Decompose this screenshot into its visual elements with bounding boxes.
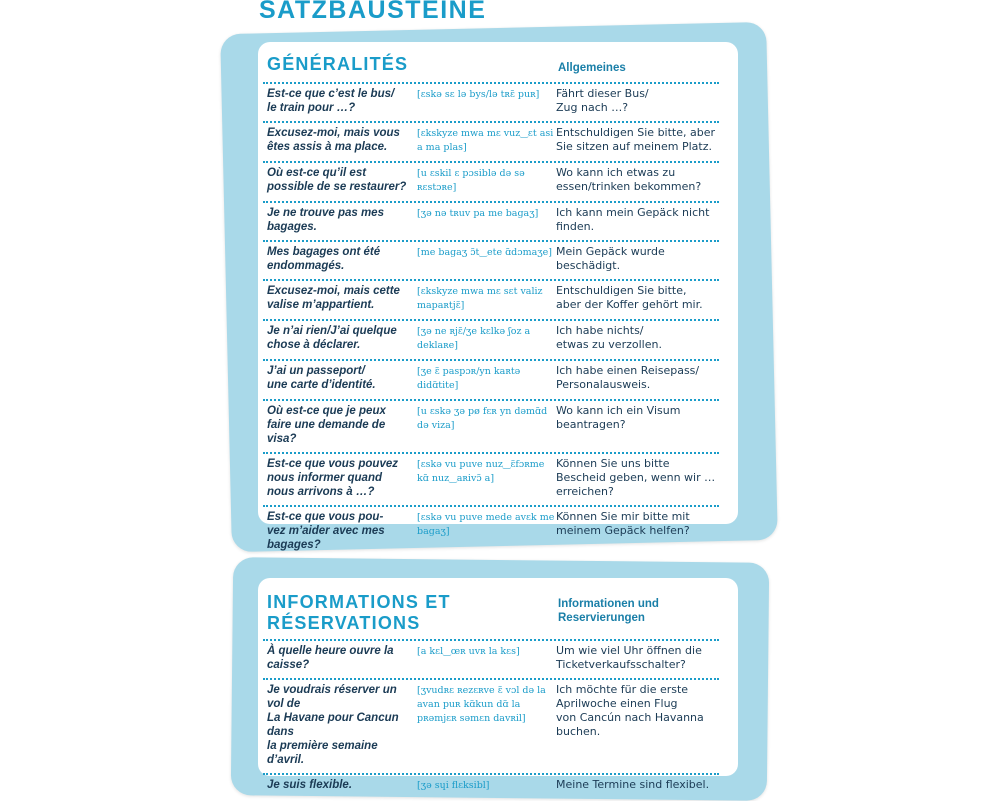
phrase-row [263, 641, 719, 680]
german-translation: Fährt dieser Bus/ Zug nach …? [556, 87, 649, 114]
section-card-generalites [258, 42, 738, 551]
pronunciation: [ɛskə vu puve nuz‿ɛ̃fɔʀme kɑ̃ nuz‿aʀivɔ̃ a] [417, 459, 545, 484]
french-phrase: Excusez-moi, mais vous êtes assis à ma place. [267, 127, 400, 153]
french-phrase: Excusez-moi, mais cette valise m’appartient. [267, 285, 400, 311]
phrase-row [263, 775, 719, 799]
page-title: SATZBAUSTEINE [259, 0, 487, 24]
pronunciation: [me bagaʒ ɔ̃t‿ete ɑ̃dɔmaʒe] [417, 247, 552, 258]
phrase-row [263, 123, 719, 163]
german-translation: Ich kann mein Gepäck nicht finden. [556, 206, 710, 233]
pronunciation: [ʒə sɥi flɛksibl] [417, 780, 490, 791]
german-translation: Wo kann ich ein Visum beantragen? [556, 404, 681, 431]
section-card-informations [258, 578, 738, 791]
pronunciation: [ʒvudʀɛ ʀezɛʀve ɛ̃ vɔl də la avan puʀ kɑ̃kun dɑ̃ la pʀəmjɛʀ səmɛn davʀil] [417, 685, 546, 724]
french-phrase: Est-ce que vous pouvez nous informer quand nous arrivons à …? [267, 458, 399, 498]
phrase-row [263, 203, 719, 242]
german-translation: Entschuldigen Sie bitte, aber Sie sitzen auf meinem Platz. [556, 126, 716, 153]
german-translation: Ich habe einen Reisepass/ Personalausweis. [556, 364, 700, 391]
section-heading-french: INFORMATIONS ET RÉSERVATIONS [267, 592, 451, 633]
phrase-row [263, 401, 719, 454]
pronunciation: [ɛkskyze mwa mɛ sɛt valiz mapaʀtjɛ̃] [417, 286, 543, 311]
pronunciation: [ɛskə sɛ lə bys/lə tʀɛ̃ puʀ] [417, 89, 540, 100]
german-translation: Mein Gepäck wurde beschädigt. [556, 245, 665, 272]
german-translation: Können Sie uns bitte Bescheid geben, wenn wir … erreichen? [556, 457, 716, 498]
pronunciation: [u ɛskə ʒə pø fɛʀ yn dəmɑ̃d də viza] [417, 406, 548, 431]
phrase-row [263, 454, 719, 507]
phrase-row [263, 680, 719, 775]
pronunciation: [ɛkskyze mwa mɛ vuz‿ɛt asi a ma plas] [417, 128, 554, 153]
french-phrase: Mes bagages ont été endommagés. [267, 246, 381, 272]
section-header [263, 42, 719, 84]
pronunciation: [ɛskə vu puve mede avɛk me bagaʒ] [417, 512, 555, 537]
phrase-row [263, 84, 719, 123]
phrase-row [263, 163, 719, 203]
french-phrase: Je n’ai rien/J’ai quelque chose à déclarer. [267, 325, 397, 351]
german-translation: Wo kann ich etwas zu essen/trinken bekommen? [556, 166, 702, 193]
pronunciation: [u ɛskil ɛ pɔsiblə də sə ʀɛstɔʀe] [417, 168, 525, 193]
phrase-list [263, 641, 719, 799]
french-phrase: Est-ce que c’est le bus/ le train pour …? [267, 88, 395, 114]
french-phrase: Est-ce que vous pou- vez m’aider avec mes bagages? [267, 511, 385, 551]
german-translation: Um wie viel Uhr öffnen die Ticketverkaufsschalter? [556, 644, 702, 671]
french-phrase: Je ne trouve pas mes bagages. [267, 207, 384, 233]
french-phrase: À quelle heure ouvre la caisse? [267, 645, 394, 671]
german-translation: Ich möchte für die erste Aprilwoche einen Flug von Cancún nach Havanna buchen. [556, 683, 704, 738]
phrase-row [263, 281, 719, 321]
french-phrase: J’ai un passeport/ une carte d’identité. [267, 365, 376, 391]
german-translation: Können Sie mir bitte mit meinem Gepäck helfen? [556, 510, 690, 537]
pronunciation: [ʒe ɛ̃ paspɔʀ/yn kaʀtə didɑ̃tite] [417, 366, 521, 391]
phrase-list [263, 84, 719, 558]
section-heading-german: Allgemeines [558, 62, 626, 74]
phrase-row [263, 321, 719, 361]
french-phrase: Où est-ce qu’il est possible de se restaurer? [267, 167, 407, 193]
phrase-row [263, 507, 719, 558]
section-heading-french: GÉNÉRALITÉS [267, 54, 409, 74]
phrase-row [263, 361, 719, 401]
pronunciation: [ʒə nə tʀuv pa me bagaʒ] [417, 208, 539, 219]
french-phrase: Je voudrais réserver un vol de La Havane pour Cancun dans la première semaine d’avril. [267, 684, 399, 766]
section-heading-german: Informationen und Reservierungen [558, 598, 659, 624]
german-translation: Meine Termine sind flexibel. [556, 778, 710, 791]
french-phrase: Je suis flexible. [267, 779, 353, 791]
phrase-row [263, 242, 719, 281]
german-translation: Entschuldigen Sie bitte, aber der Koffer gehört mir. [556, 284, 703, 311]
french-phrase: Où est-ce que je peux faire une demande de visa? [267, 405, 386, 445]
section-header [263, 578, 719, 641]
german-translation: Ich habe nichts/ etwas zu verzollen. [556, 324, 662, 351]
pronunciation: [a kɛl‿œʀ uvʀ la kɛs] [417, 646, 520, 657]
pronunciation: [ʒə ne ʀjɛ̃/ʒe kɛlkə ʃoz a deklaʀe] [417, 326, 531, 351]
